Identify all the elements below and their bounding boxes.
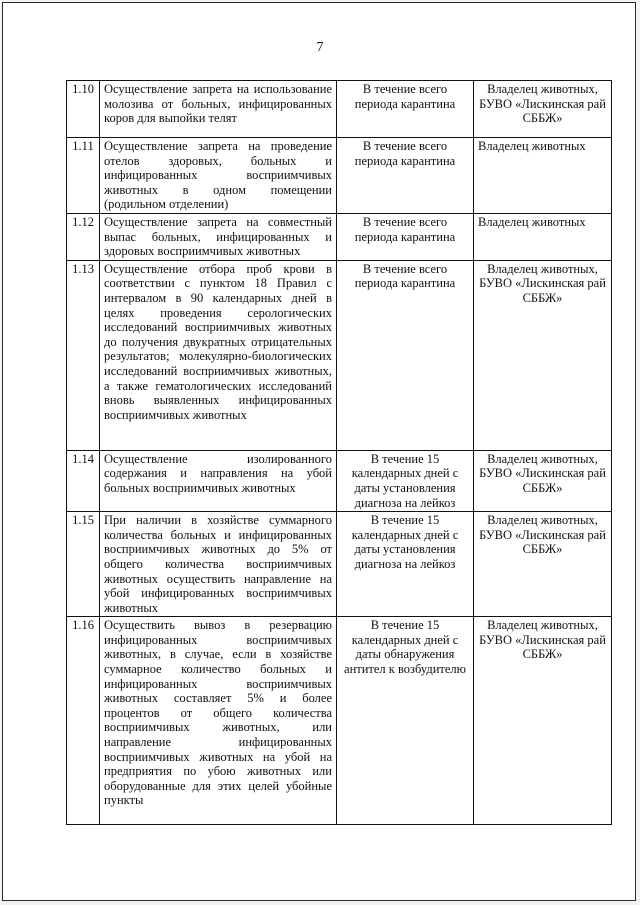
responsible-text: Владелец животных, БУВО «Лискинская рай СББЖ» [474,260,612,450]
measure-text: Осуществление запрета на совместный выпас больных, инфицированных и здоровых восприимчивых животных [100,213,337,260]
row-number: 1.16 [67,617,100,825]
page-number: 7 [316,40,324,55]
deadline-text: В течение всего периода карантина [337,81,474,138]
deadline-text: В течение всего периода карантина [337,213,474,260]
table-row [67,138,612,214]
table-row [67,617,612,825]
measures-table [66,80,612,825]
table-row [67,450,612,511]
deadline-text: В течение всего периода карантина [337,138,474,214]
measure-text: Осуществление запрета на проведение отелов здоровых, больных и инфицированных восприимчивых животных в одном помещении (родильном отделении) [100,138,337,214]
row-number: 1.15 [67,512,100,617]
measure-text: Осуществление изолированного содержания и направления на убой больных восприимчивых животных [100,450,337,511]
table-row [67,260,612,450]
responsible-text: Владелец животных [474,138,612,214]
measure-text: Осуществление отбора проб крови в соответствии с пунктом 18 Правил с интервалом в 90 календарных дней в целях проведения серологических исследований восприимчивых животных до получения двукратных отрицательных результатов; молекулярно-биологических исследований восприимчивых животных, а также гематологических исследований вновь выявленных инфицированных восприимчивых животных [100,260,337,450]
row-number: 1.12 [67,213,100,260]
table-row [67,512,612,617]
deadline-text: В течение 15 календарных дней с даты обнаружения антител к возбудителю [337,617,474,825]
table-row [67,81,612,138]
row-number: 1.13 [67,260,100,450]
table-row [67,213,612,260]
responsible-text: Владелец животных, БУВО «Лискинская рай СББЖ» [474,512,612,617]
row-number: 1.10 [67,81,100,138]
measure-text: Осуществить вывоз в резервацию инфицированных восприимчивых животных, в случае, если в хозяйстве суммарное количество больных и инфицированных восприимчивых животных составляет 5% и более процентов от общего количества восприимчивых животных, или направление инфицированных восприимчивых животных на убой на предприятия по убою животных или оборудованные для этих целей убойные пункты [100,617,337,825]
measure-text: Осуществление запрета на использование молозива от больных, инфицированных коров для выпойки телят [100,81,337,138]
responsible-text: Владелец животных [474,213,612,260]
measure-text: При наличии в хозяйстве суммарного количества больных и инфицированных восприимчивых животных до 5% от общего количества восприимчивых животных осуществить направление на убой инфицированных восприимчивых животных [100,512,337,617]
row-number: 1.11 [67,138,100,214]
responsible-text: Владелец животных, БУВО «Лискинская рай СББЖ» [474,450,612,511]
responsible-text: Владелец животных, БУВО «Лискинская рай СББЖ» [474,617,612,825]
responsible-text: Владелец животных, БУВО «Лискинская рай СББЖ» [474,81,612,138]
deadline-text: В течение всего периода карантина [337,260,474,450]
row-number: 1.14 [67,450,100,511]
deadline-text: В течение 15 календарных дней с даты установления диагноза на лейкоз [337,450,474,511]
deadline-text: В течение 15 календарных дней с даты установления диагноза на лейкоз [337,512,474,617]
